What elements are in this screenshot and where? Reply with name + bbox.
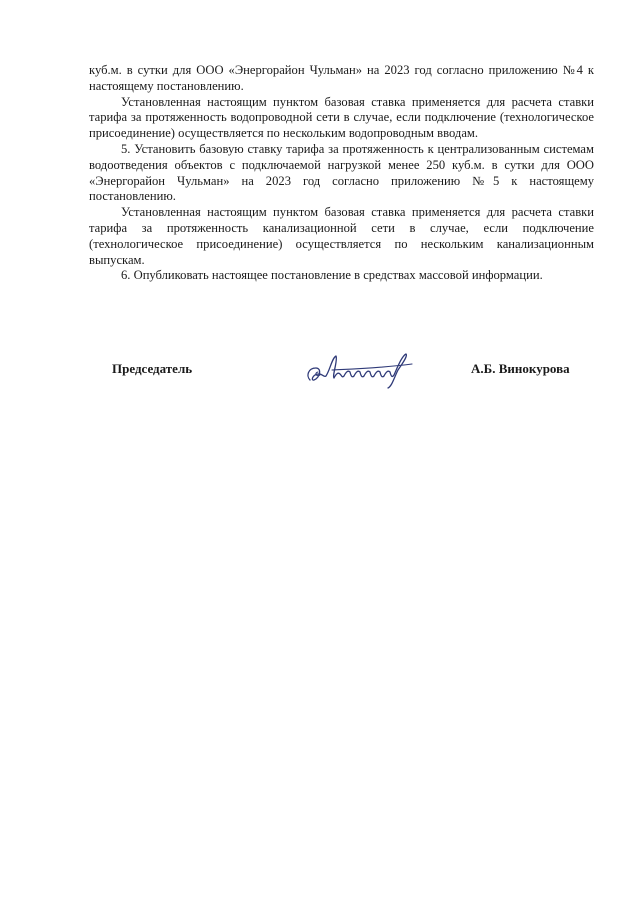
signatory-title: Председатель	[112, 361, 193, 376]
paragraph-sewer-network: Установленная настоящим пунктом базовая ставка применяется для расчета ставки тарифа за протяженность канализационной сети в случае, если подключение (технологическое присоединение) осуществляется по нескольким канализационным выпускам.	[89, 205, 594, 267]
handwritten-signature	[302, 350, 422, 390]
signature-block	[0, 350, 640, 390]
paragraph-item-6: 6. Опубликовать настоящее постановление в средствах массовой информации.	[121, 268, 543, 283]
document-body	[89, 63, 594, 284]
signatory-name: А.Б. Винокурова	[471, 361, 570, 376]
paragraph-continuation: куб.м. в сутки для ООО «Энергорайон Чульман» на 2023 год согласно приложению №4 к настоящему постановлению.	[89, 63, 594, 93]
paragraph-water-network: Установленная настоящим пунктом базовая ставка применяется для расчета ставки тарифа за протяженность водопроводной сети в случае, если подключение (технологическое присоединение) осуществляется по нескольким водопроводным вводам.	[89, 94, 594, 141]
paragraph-item-5: 5. Установить базовую ставку тарифа за протяженность к централизованным системам водоотведения объектов с подключаемой нагрузкой менее 250 куб.м. в сутки для ООО «Энергорайон Чульман» на 2023 год согласно приложению №5 к настоящему постановлению.	[89, 141, 594, 204]
